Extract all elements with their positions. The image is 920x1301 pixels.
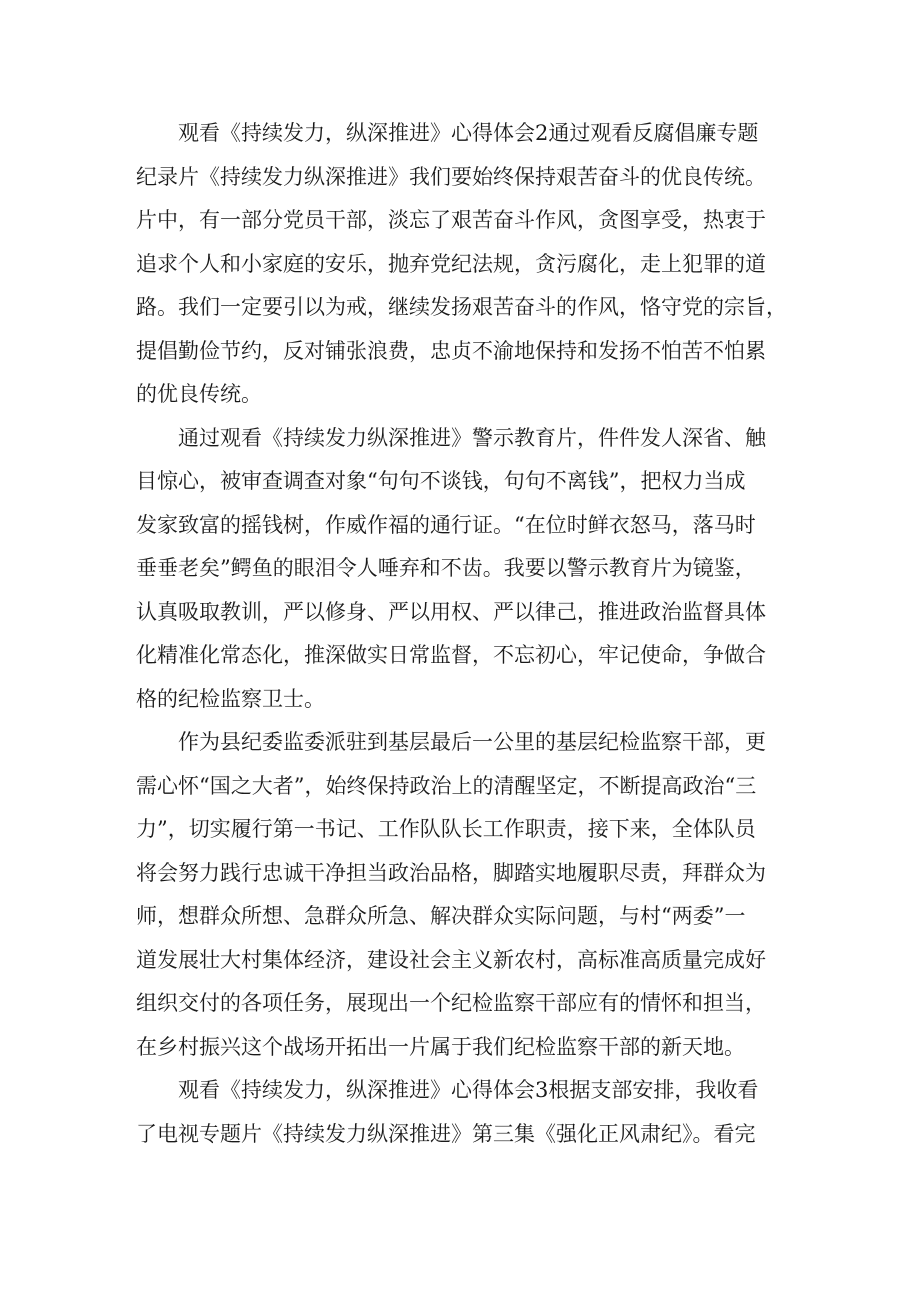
- paragraph-3: 作为县纪委监委派驻到基层最后一公里的基层纪检监察干部，更 需心怀“国之大者”，始终保持政治上的清醒坚定，不断提高政治“三 力”，切实履行第一书记、工作队队长工作职责，接下来，全体队员 将会努力践行忠诚干净担当政治品格，脚踏实地履职尽责，拜群众为 师，想群众所想、急群众所急、解决群众实际问题，与村“两委”一 道发展壮大村集体经济，建设社会主义新农村，高标准高质量完成好 组织交付的各项任务，展现出一个纪检监察干部应有的情怀和担当， 在乡村振兴这个战场开拓出一片属于我们纪检监察干部的新天地。: [136, 730, 766, 1059]
- paragraph-1: 观看《持续发力，纵深推进》心得体会2通过观看反腐倡廉专题 纪录片《持续发力纵深推进》我们要始终保持艰苦奋斗的优良传统。 片中，有一部分党员干部，淡忘了艰苦奋斗作风，贪图享受，热衷于 追求个人和小家庭的安乐，抛弃党纪法规，贪污腐化，走上犯罪的道 路。我们一定要引以为戒，继续发扬艰苦奋斗的作风，恪守党的宗旨， 提倡勤俭节约，反对铺张浪费，忠贞不渝地保持和发扬不怕苦不怕累 的优良传统。: [136, 121, 787, 406]
- document-body: [136, 112, 792, 1156]
- paragraph-2: 通过观看《持续发力纵深推进》警示教育片，件件发人深省、触 目惊心，被审查调查对象“句句不谈钱，句句不离钱”，把权力当成 发家致富的摇钱树，作威作福的通行证。“在位时鲜衣怒马，落马时 垂垂老矣”鳄鱼的眼泪令人唾弃和不齿。我要以警示教育片为镜鉴， 认真吸取教训，严以修身、严以用权、严以律己，推进政治监督具体 化精准化常态化，推深做实日常监督，不忘初心，牢记使命，争做合 格的纪检监察卫士。: [136, 425, 766, 711]
- paragraph-4: 观看《持续发力，纵深推进》心得体会3根据支部安排，我收看 了电视专题片《持续发力纵深推进》第三集《强化正风肃纪》。看完: [136, 1078, 759, 1146]
